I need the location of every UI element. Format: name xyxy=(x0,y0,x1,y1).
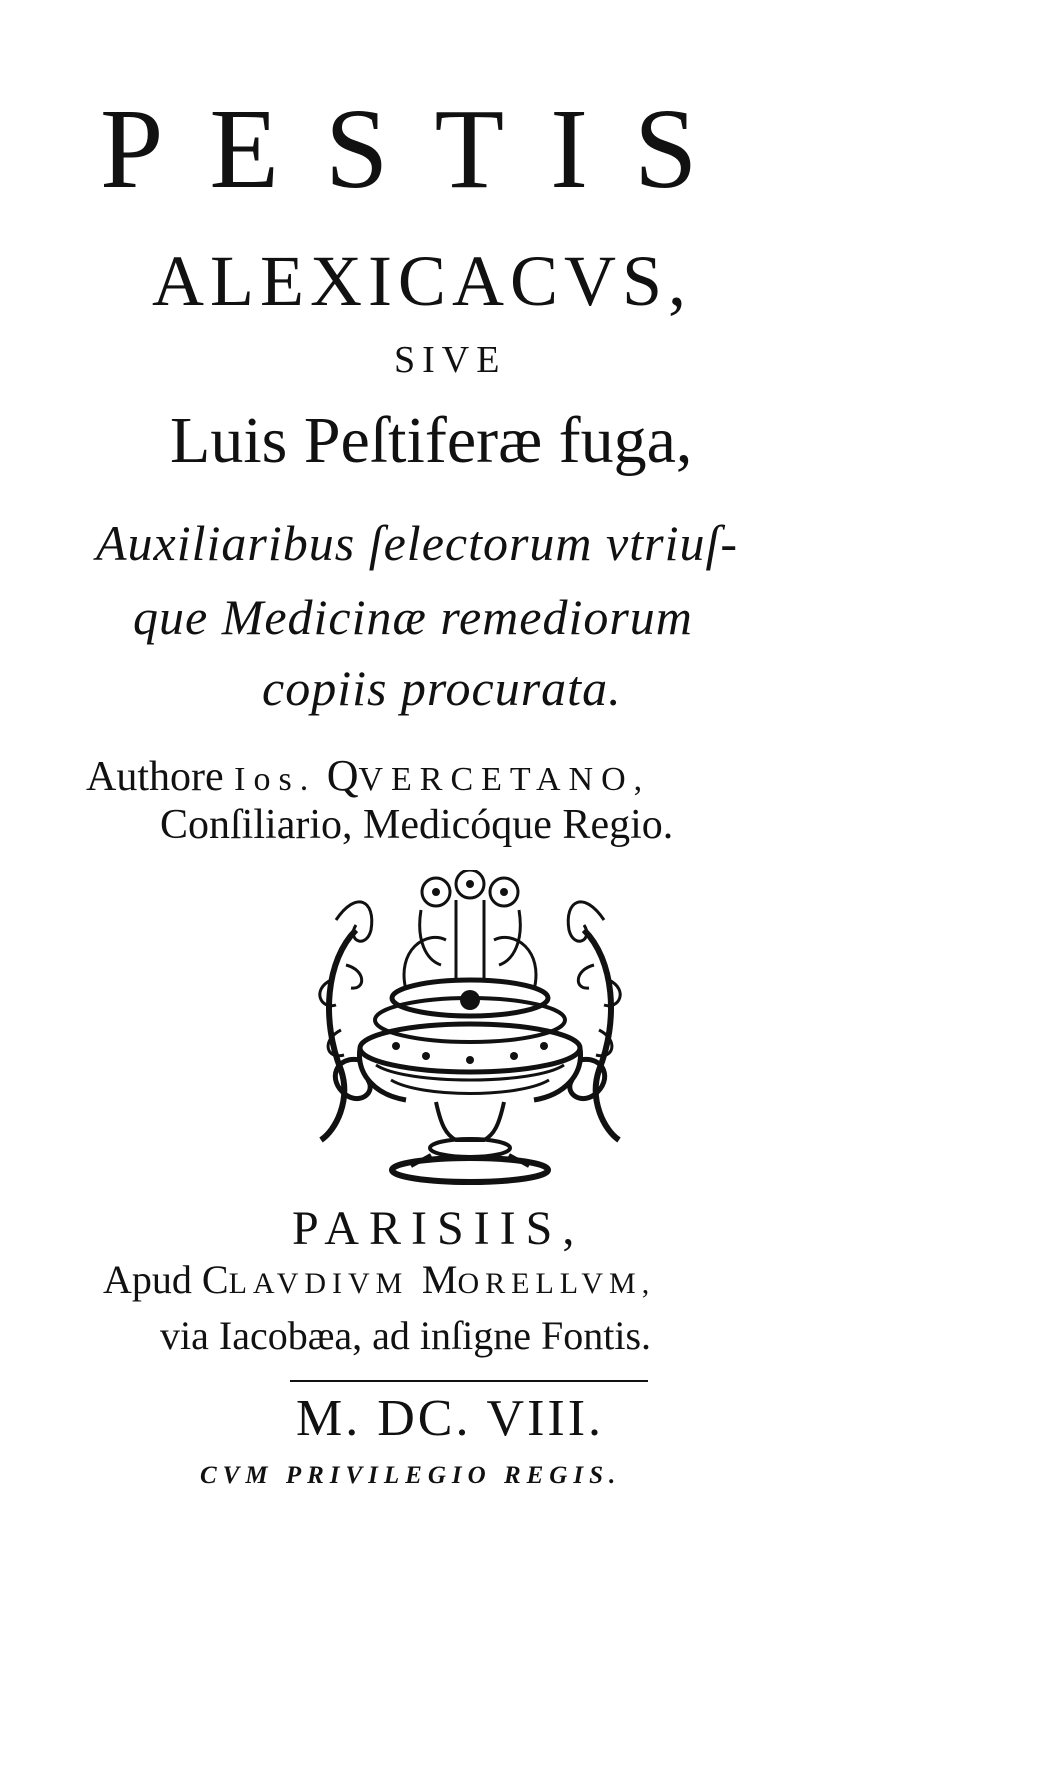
alternate-title: Luis Peſtiferæ fuga, xyxy=(170,404,693,477)
author-line xyxy=(86,751,651,800)
imprint-apud: Apud xyxy=(103,1257,202,1302)
description-line-2: que Medicinæ remediorum xyxy=(133,589,693,645)
subtitle: ALEXICACVS, xyxy=(152,241,693,321)
imprint-printer xyxy=(103,1257,656,1302)
publication-year: M. DC. VIII. xyxy=(296,1390,605,1447)
sive-line: SIVE xyxy=(394,339,507,381)
author-name-rest: VERCETANO, xyxy=(358,761,651,798)
main-title: PESTIS xyxy=(100,85,744,212)
printer-first-initial: C xyxy=(201,1257,229,1302)
imprint-address: via Iacobæa, ad inſigne Fontis. xyxy=(160,1313,652,1358)
privilege-line: CVM PRIVILEGIO REGIS. xyxy=(200,1462,622,1489)
author-name-initial: Q xyxy=(326,751,359,800)
description-line-1: Auxiliaribus ſelectorum vtriuſ- xyxy=(96,515,739,571)
printer-first-name: LAVDIVM xyxy=(228,1267,422,1300)
divider-rule xyxy=(290,1380,648,1382)
imprint-city: PARISIIS, xyxy=(292,1202,585,1255)
description-line-3: copiis procurata. xyxy=(262,660,622,716)
author-prefix: Authore xyxy=(86,754,235,800)
author-first-name: Ios. xyxy=(234,761,317,798)
printers-device-image xyxy=(316,870,624,1188)
printer-last-name: ORELLVM, xyxy=(457,1267,656,1300)
printer-last-initial: M xyxy=(421,1257,458,1302)
author-role: Conſiliario, Medicóque Regio. xyxy=(160,802,674,848)
